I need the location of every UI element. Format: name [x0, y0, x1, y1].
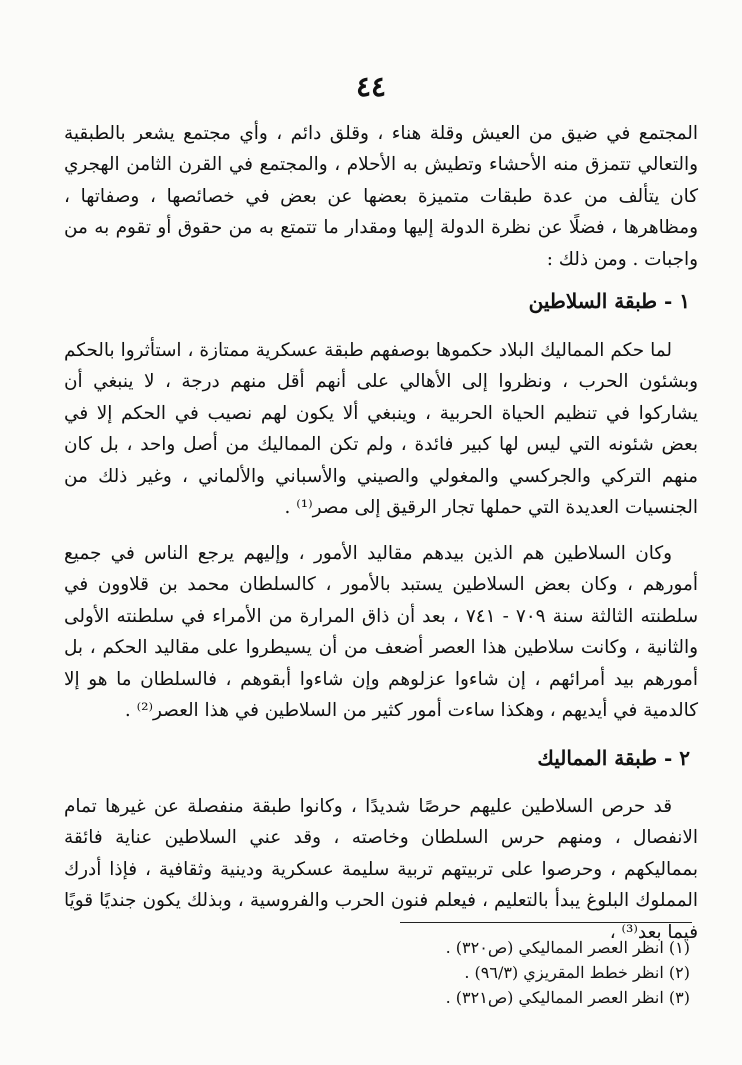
section-1-heading: ١ - طبقة السلاطين — [528, 289, 690, 313]
footnote-1: (١) انظر العصر المماليكي (ص٣٢٠) . — [445, 938, 690, 957]
page-number: ٤٤ — [355, 70, 387, 103]
section-1-paragraph-2: وكان السلاطين هم الذين بيدهم مقاليد الأمور ، وإليهم يرجع الناس في جميع أمورهم ، وكان بعض السلاطين يستبد بالأمور ، كالسلطان محمد بن قلاوون في سلطنته الثالثة سنة ٧٠٩ - ٧٤١ ، بعد أن ذاق المرارة من الأمراء في سلطنته الأولى والثانية ، وكانت سلاطين هذا العصر أضعف من أن يسيطروا على مقاليد الحكم ، بل أمورهم بيد أمرائهم ، إن شاءوا عزلوهم وإن شاءوا أبقوهم ، فالسلطان ما هو إلا كالدمية في أيديهم ، وهكذا ساءت أمور كثير من السلاطين في هذا العصر⁽²⁾ . — [64, 543, 699, 722]
intro-paragraph: المجتمع في ضيق من العيش وقلة هناء ، وقلق دائم ، وأي مجتمع يشعر بالطبقية والتعالي تتمزق منه الأحشاء وتطيش به الأحلام ، والمجتمع في القرن الثامن الهجري كان يتألف من عدة طبقات متميزة بعضها عن بعض في خصائصها ، وصفاتها ، ومظاهرها ، فضلًا عن نظرة الدولة إليها ومقدار ما تتمتع به من حقوق أو تقوم به من واجبات . ومن ذلك : — [64, 123, 698, 270]
footnote-2: (٢) انظر خطط المقريزي (٩٦/٣) . — [464, 963, 690, 982]
footnote-divider — [400, 922, 692, 923]
footnotes — [50, 935, 690, 1010]
section-1-paragraph-1: لما حكم المماليك البلاد حكموها بوصفهم طبقة عسكرية ممتازة ، استأثروا بالحكم وبشئون الحرب ، ونظروا إلى الأهالي على أنهم أقل منهم درجة ، لا ينبغي أن يشاركوا في تنظيم الحياة الحربية ، وينبغي ألا يكون لهم نصيب في الحكم إلا في بعض شئونه التي ليس لها كبير فائدة ، ولم تكن المماليك من أصل واحد ، بل كان منهم التركي والجركسي والمغولي والصيني والأسباني والألماني ، وغير ذلك من الجنسيات العديدة التي حملها تجار الرقيق إلى مصر⁽¹⁾ . — [64, 340, 698, 519]
footnote-3: (٣) انظر العصر المماليكي (ص٣٢١) . — [445, 988, 690, 1007]
section-2-paragraph-1: قد حرص السلاطين عليهم حرصًا شديدًا ، وكانوا طبقة منفصلة عن غيرها تمام الانفصال ، ومنهم حرس السلطان وخاصته ، وقد عني السلاطين عناية فائقة بمماليكهم ، وحرصوا على تربيتهم تربية سليمة عسكرية ودينية وثقافية ، فإذا أدرك المملوك البلوغ يبدأ بالتعليم ، فيعلم فنون الحرب والفروسية ، وبذلك يكون جنديًا قويًا فيما بعد⁽³⁾ ، — [64, 796, 698, 943]
section-2-heading: ٢ - طبقة المماليك — [537, 746, 690, 770]
